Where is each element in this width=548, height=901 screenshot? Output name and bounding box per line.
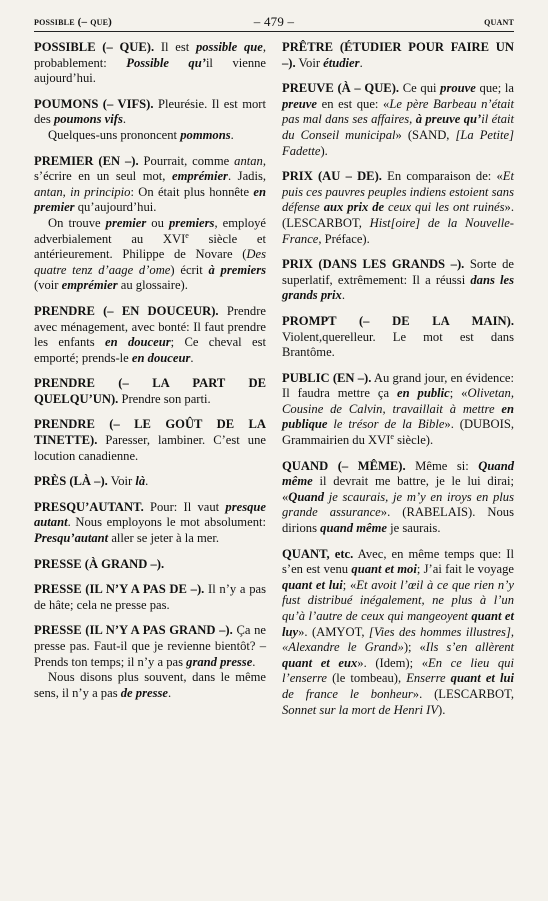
entry-presquautant: PRESQU’AUTANT. Pour: Il vaut presque autant. Nous employons le mot absolument: Presqu’autant aller se jeter à la mer. (34, 499, 266, 546)
entry-prix: PRIX (AU – DE). En comparaison de: «Et puis ces pauvres peuples indiens estoient sans défense aux prix de ceux qui les ont ruinés». (LESCARBOT, Hist[oire] de la Nouvelle-France, Préface). (282, 169, 514, 246)
right-column (282, 40, 514, 728)
entry-presse_grand2: PRESSE (IL N’Y A PAS GRAND –). Ça ne presse pas. Faut-il que je revienne bientôt? – Prends ton temps; il n’y a pas grand presse. Nous disons plus souvent, dans le même sens, il n’y a pas de presse. (34, 623, 266, 700)
left-column (34, 40, 266, 711)
header-left-guideword: possible (– que) (34, 16, 112, 28)
header-right-guideword: quant (484, 16, 514, 28)
entry-presse_pas: PRESSE (IL N’Y A PAS DE –). Il n’y a pas de hâte; cela ne presse pas. (34, 582, 266, 612)
entry-prompt: PROMPT (– DE LA MAIN). Violent,querelleur. Le mot est dans Brantôme. (282, 313, 514, 360)
entry-prendre_part: PRENDRE (– LA PART DE QUELQU’UN). Prendre son parti. (34, 376, 266, 406)
page-number: – 479 – (253, 14, 295, 29)
entry-quand: QUAND (– MÊME). Même si: Quand même il devrait me battre, je le lui dirai; «Quand je scaurais, je m’y en iroys en plus grande assurance». (RABELAIS). Nous dirions quand même je saurais. (282, 458, 514, 536)
entry-pres: PRÈS (LÀ –). Voir là. (34, 474, 149, 489)
entry-preuve: PREUVE (À – QUE). Ce qui prouve que; la preuve en est que: «Le père Barbeau n’était pas mal dans ses affaires, à preuve qu’il était du Conseil municipal» (SAND, [La Petite] Fadette). (282, 81, 515, 158)
header-rule (34, 31, 514, 32)
entry-premier: PREMIER (EN –). Pourrait, comme antan, s’écrire en un seul mot, emprémier. Jadis, antan, in principio: On était plus honnête en premier qu’aujourd’hui. On trouve premier ou premiers, employé adverbialement au XVIe siècle et antérieurement. Philippe de Novare (Des quatre tenz d’aage d’ome) écrit à premiers (voir emprémier au glossaire). (34, 153, 267, 293)
entry-public: PUBLIC (EN –). Au grand jour, en évidence: Il faudra mettre ça en public; «Olivetan, Cousine de Calvin, travaillait à mettre en publique le trésor de la Bible». (DUBOIS, Grammairien du XVIe siècle). (282, 370, 514, 448)
entry-prendre_gout: PRENDRE (– LE GOÛT DE LA TINETTE). Paresser, lambiner. C’est une locution canadienne. (34, 417, 266, 463)
entry-quant: QUANT, etc. Avec, en même temps que: Il s’en est venu quant et moi; J’ai fait le voyage quant et lui; «Et avoit l’œil à ce que rien n’y fust distribué inégalement, ne plus à l’un qu’à l’autre de ceux qui mangeoyent quant et luy». (AMYOT, [Vies des hommes illustres], «Alexandre le Grand»); «Ils s’en allèrent quant et eux». (Idem); «En ce lieu qui l’enserre (le tombeau), Enserre quant et lui de france le bonheur». (LESCARBOT, Sonnet sur la mort de Henri IV). (282, 546, 515, 717)
entry-presse_grand: PRESSE (À GRAND –). (34, 556, 165, 571)
entry-prix_grands: PRIX (DANS LES GRANDS –). Sorte de superlatif, extrêmement: Il a réussi dans les grands prix. (282, 257, 514, 303)
entry-prendre_douceur: PRENDRE (– EN DOUCEUR). Prendre avec ménagement, avec bonté: Il faut prendre les enfants en douceur; Ce cheval est emporté; prends-le en douceur. (34, 303, 266, 365)
entry-pretre: PRÊTRE (ÉTUDIER POUR FAIRE UN –). Voir étudier. (282, 40, 514, 70)
entry-poumons: POUMONS (– VIFS). Pleurésie. Il est mort des poumons vifs. Quelques-uns prononcent pommons. (34, 96, 266, 142)
entry-possible: POSSIBLE (– QUE). Il est possible que, probablement: Possible qu’il vienne aujourd’hui. (34, 40, 267, 86)
